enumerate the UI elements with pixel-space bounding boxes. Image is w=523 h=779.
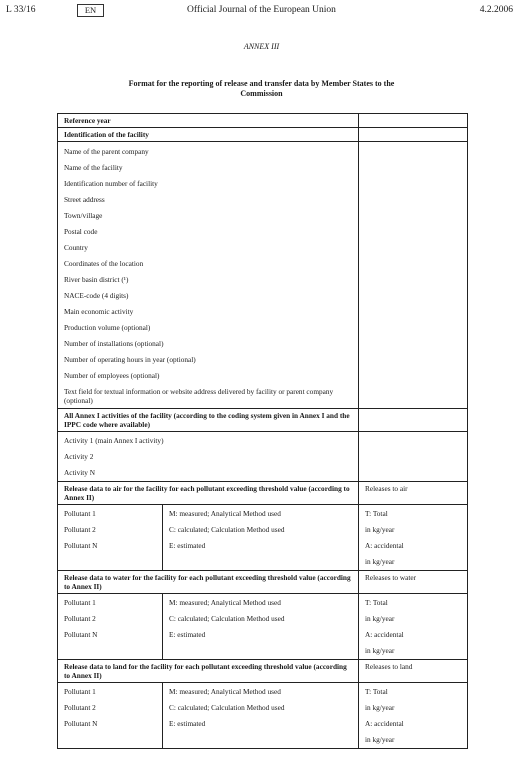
document-title: Format for the reporting of release and transfer data by Member States to the Commission xyxy=(128,79,395,98)
list-item: Pollutant 2 xyxy=(64,614,96,623)
list-item: T: Total xyxy=(365,598,388,607)
list-item: Pollutant 1 xyxy=(64,687,96,696)
water-heading: Release data to water for the facility for each pollutant exceeding threshold value (according to Annex II) xyxy=(58,571,359,594)
list-item: Identification number of facility xyxy=(64,179,158,188)
land-right-heading: Releases to land xyxy=(359,660,468,683)
reporting-format-table xyxy=(57,113,468,749)
land-heading-row xyxy=(58,660,468,683)
list-item: Pollutant 2 xyxy=(64,525,96,534)
water-pollutants xyxy=(58,594,163,660)
land-data-row xyxy=(58,683,468,749)
list-item: A: accidental xyxy=(365,719,404,728)
identification-items-row xyxy=(58,142,468,409)
list-item: E: estimated xyxy=(169,630,206,639)
list-item: in kg/year xyxy=(365,735,395,744)
language-badge: EN xyxy=(77,4,104,17)
identification-heading-row xyxy=(58,128,468,142)
air-quantities xyxy=(359,505,468,571)
list-item: A: accidental xyxy=(365,541,404,550)
annex-label: ANNEX III xyxy=(243,42,280,51)
list-item: C: calculated; Calculation Method used xyxy=(169,525,285,534)
list-item: E: estimated xyxy=(169,719,206,728)
list-item: River basin district (¹) xyxy=(64,275,129,284)
list-item: Number of installations (optional) xyxy=(64,339,164,348)
list-item: M: measured; Analytical Method used xyxy=(169,509,281,518)
activities-heading-row xyxy=(58,409,468,432)
list-item: Pollutant N xyxy=(64,719,98,728)
reference-year-row xyxy=(58,114,468,128)
air-data-row xyxy=(58,505,468,571)
water-methods xyxy=(163,594,359,660)
list-item: T: Total xyxy=(365,687,388,696)
list-item: in kg/year xyxy=(365,646,395,655)
list-item: in kg/year xyxy=(365,614,395,623)
list-item: C: calculated; Calculation Method used xyxy=(169,703,285,712)
page-header xyxy=(0,4,523,18)
air-methods xyxy=(163,505,359,571)
land-heading: Release data to land for the facility for each pollutant exceeding threshold value (according to Annex II) xyxy=(58,660,359,683)
list-item: Street address xyxy=(64,195,105,204)
identification-items xyxy=(58,142,359,409)
list-item: Name of the facility xyxy=(64,163,123,172)
list-item: Pollutant 1 xyxy=(64,509,96,518)
list-item: T: Total xyxy=(365,509,388,518)
water-data-row xyxy=(58,594,468,660)
list-item: Main economic activity xyxy=(64,307,134,316)
land-quantities xyxy=(359,683,468,749)
identification-heading: Identification of the facility xyxy=(58,128,359,142)
journal-title: Official Journal of the European Union xyxy=(187,5,336,15)
activities-row xyxy=(58,432,468,482)
land-pollutants xyxy=(58,683,163,749)
water-heading-row xyxy=(58,571,468,594)
publication-date: 4.2.2006 xyxy=(479,5,513,15)
air-heading-row xyxy=(58,482,468,505)
list-item: Postal code xyxy=(64,227,98,236)
air-heading: Release data to air for the facility for each pollutant exceeding threshold value (according to Annex II) xyxy=(58,482,359,505)
list-item: NACE-code (4 digits) xyxy=(64,291,129,300)
list-item: Number of employees (optional) xyxy=(64,371,160,380)
list-item: Town/village xyxy=(64,211,103,220)
water-quantities xyxy=(359,594,468,660)
list-item: Activity 1 (main Annex I activity) xyxy=(64,436,164,445)
list-item: M: measured; Analytical Method used xyxy=(169,598,281,607)
list-item: Production volume (optional) xyxy=(64,323,151,332)
list-item: Pollutant N xyxy=(64,541,98,550)
list-item: M: measured; Analytical Method used xyxy=(169,687,281,696)
list-item: in kg/year xyxy=(365,557,395,566)
list-item: Coordinates of the location xyxy=(64,259,144,268)
list-item: A: accidental xyxy=(365,630,404,639)
list-item: Number of operating hours in year (optional) xyxy=(64,355,196,364)
activities-list xyxy=(58,432,359,482)
page-reference: L 33/16 xyxy=(6,5,36,15)
list-item: Activity 2 xyxy=(64,452,94,461)
list-item: Pollutant 2 xyxy=(64,703,96,712)
land-methods xyxy=(163,683,359,749)
list-item: Pollutant N xyxy=(64,630,98,639)
activities-heading: All Annex I activities of the facility (according to the coding system given in Annex I and the IPPC code where available) xyxy=(58,409,359,432)
air-pollutants xyxy=(58,505,163,571)
list-item: Name of the parent company xyxy=(64,147,149,156)
list-item: in kg/year xyxy=(365,703,395,712)
list-item: Country xyxy=(64,243,88,252)
list-item: E: estimated xyxy=(169,541,206,550)
list-item: C: calculated; Calculation Method used xyxy=(169,614,285,623)
list-item: in kg/year xyxy=(365,525,395,534)
water-right-heading: Releases to water xyxy=(359,571,468,594)
list-item: Text field for textual information or website address delivered by facility or parent company (optional) xyxy=(64,387,334,405)
list-item: Pollutant 1 xyxy=(64,598,96,607)
reference-year-label: Reference year xyxy=(58,114,359,128)
air-right-heading: Releases to air xyxy=(359,482,468,505)
list-item: Activity N xyxy=(64,468,96,477)
